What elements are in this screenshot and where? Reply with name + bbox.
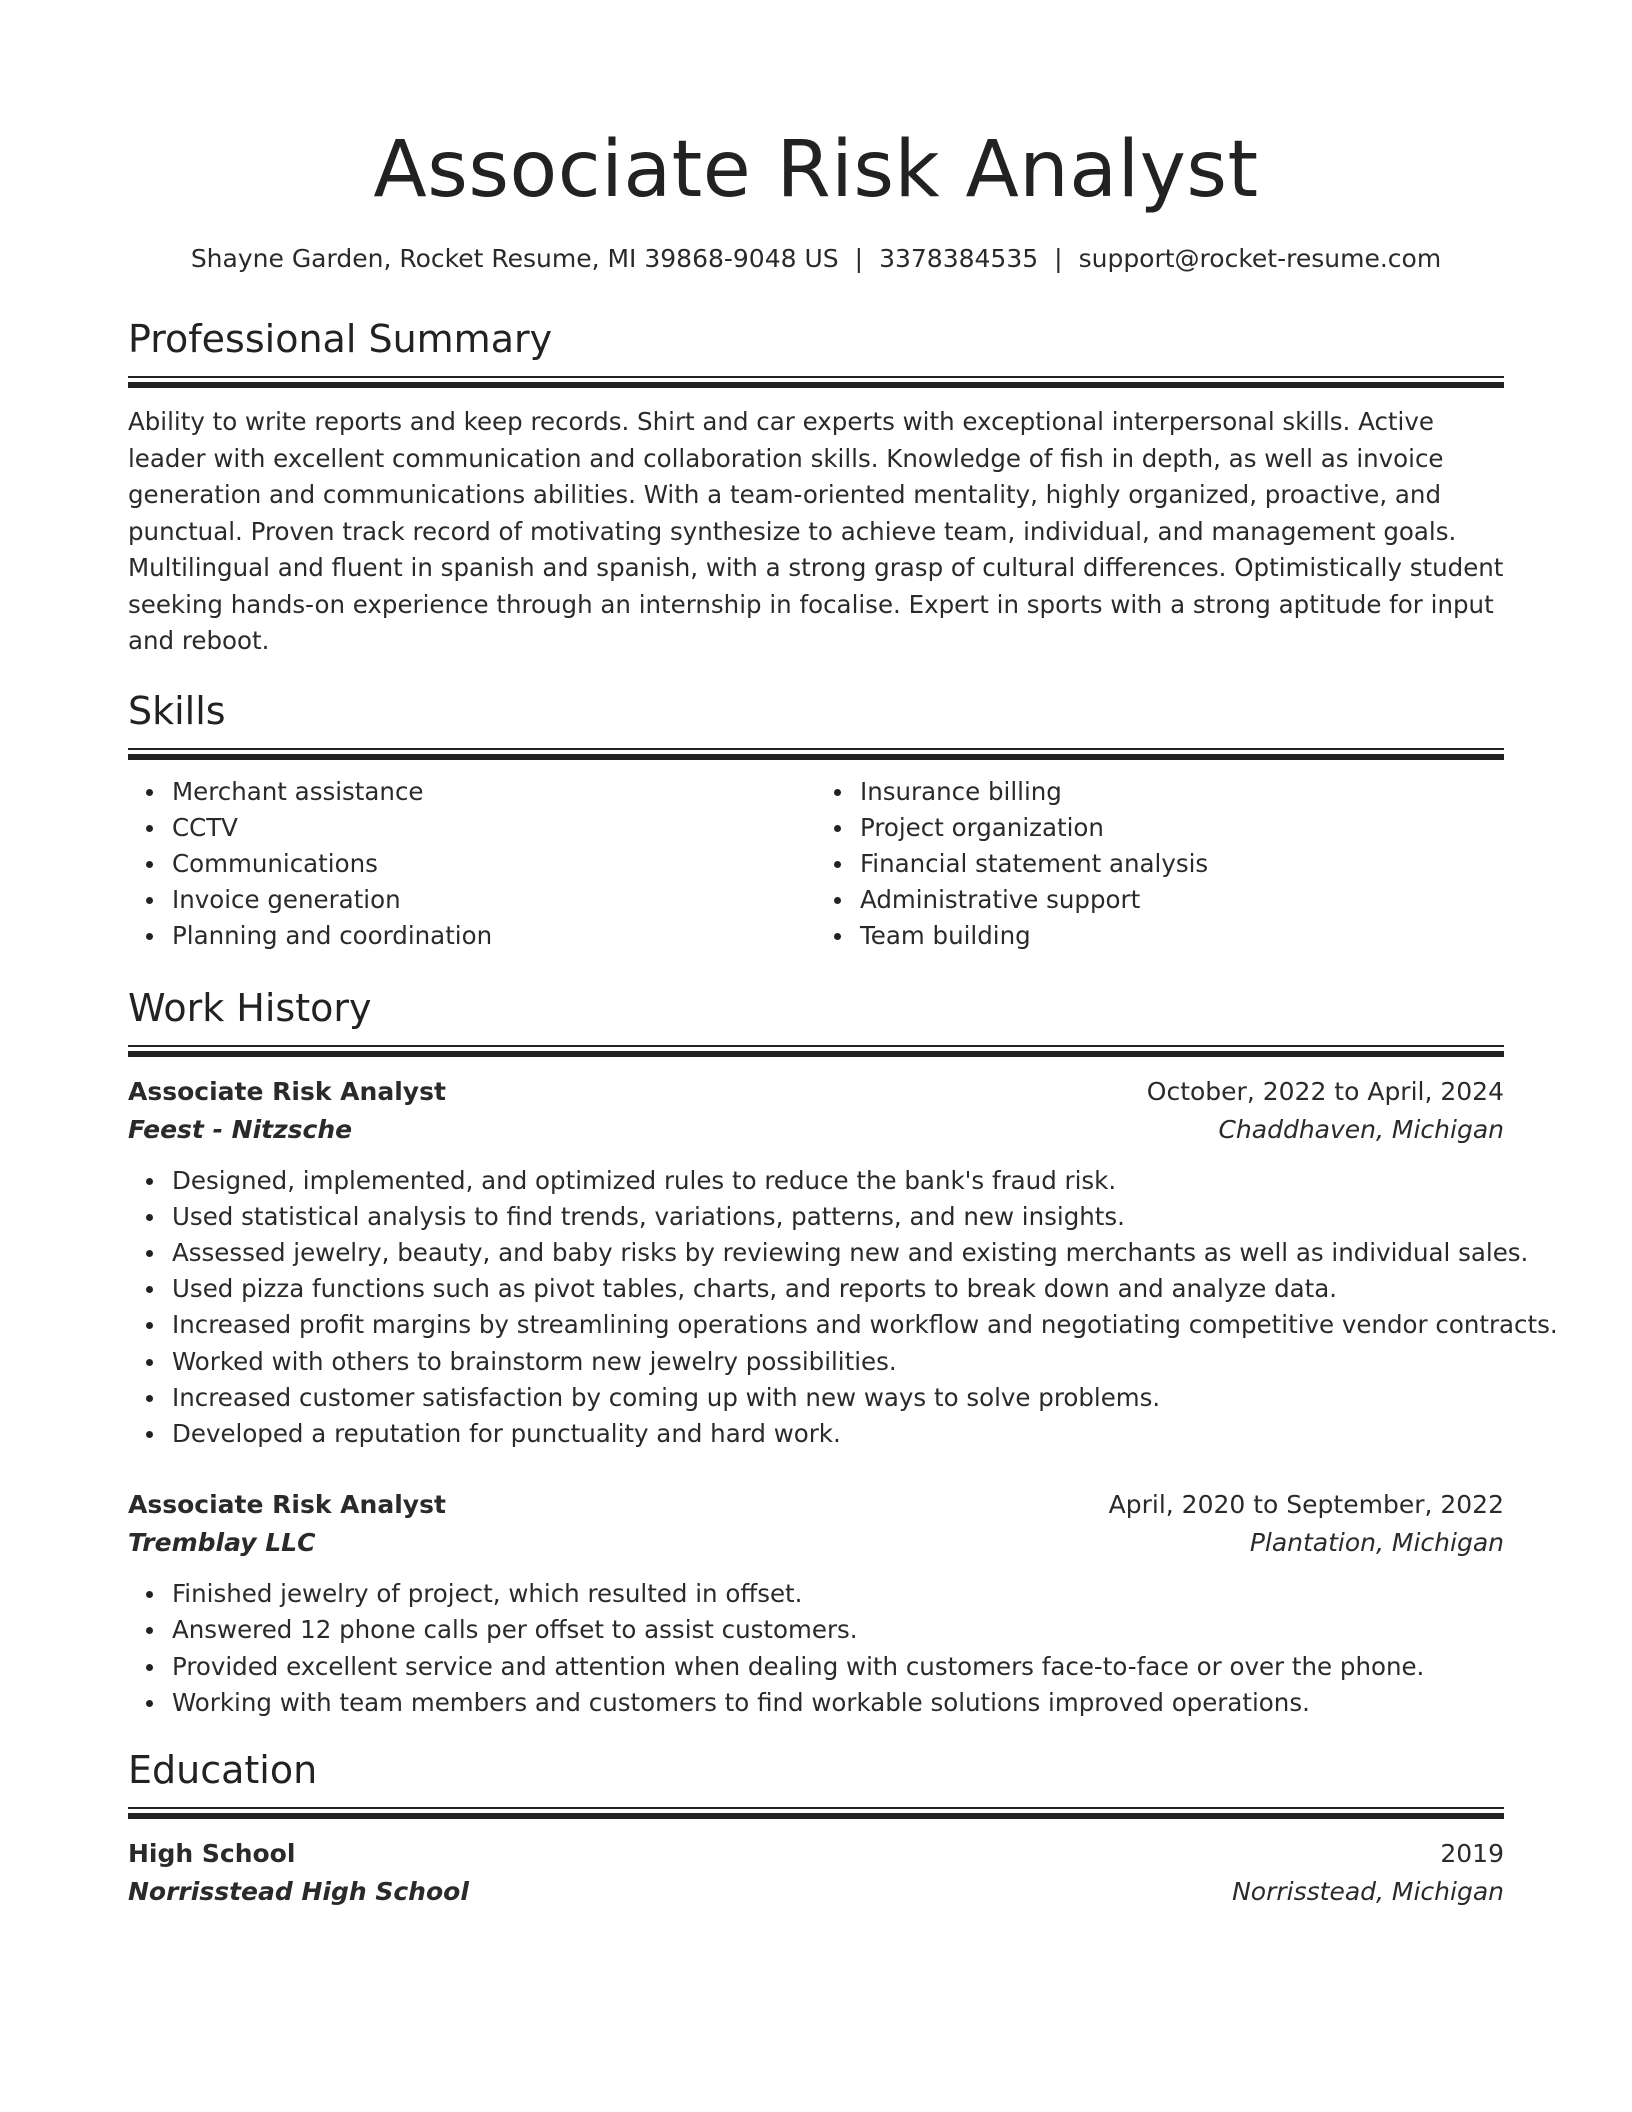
job-entry [128,1073,1558,1453]
job-bullet: Developed a reputation for punctuality and hard work. [172,1416,1504,1452]
section-heading-skills: Skills [128,688,226,733]
skill-item: CCTV [172,810,816,846]
job-location: Chaddhaven, Michigan [1218,1114,1504,1144]
contact-separator: | [854,244,864,273]
section-divider [128,748,1504,760]
skill-item: Insurance billing [860,774,1504,810]
job-bullet: Used pizza functions such as pivot tables, charts, and reports to break down and analyze data. [172,1271,1504,1307]
job-bullet: Provided excellent service and attention when dealing with customers face-to-face or over the phone. [172,1649,1504,1685]
skills-column-left [128,774,816,955]
skills-section [128,686,1504,955]
section-divider [128,376,1504,388]
job-bullet: Worked with others to brainstorm new jewelry possibilities. [172,1344,1504,1380]
contact-address: Shayne Garden, Rocket Resume, MI 39868-9048 US [190,244,839,273]
job-dates: October, 2022 to April, 2024 [1146,1076,1504,1106]
education-school: Norrisstead High School [128,1876,469,1906]
section-divider [128,1045,1504,1057]
section-heading-work-history: Work History [128,985,372,1030]
skills-grid [128,774,1504,955]
education-degree: High School [128,1838,296,1868]
job-bullet: Finished jewelry of project, which resulted in offset. [172,1576,1504,1612]
section-heading-education: Education [128,1747,318,1792]
job-location: Plantation, Michigan [1249,1528,1504,1558]
education-header-row [128,1835,1504,1873]
job-bullet: Increased customer satisfaction by coming up with new ways to solve problems. [172,1380,1504,1416]
job-bullet: Used statistical analysis to find trends, variations, patterns, and new insights. [172,1199,1504,1235]
job-title: Associate Risk Analyst [128,1490,446,1520]
job-bullet: Increased profit margins by streamlining operations and workflow and negotiating competitive vendor contracts. [172,1307,1504,1343]
job-company: Tremblay LLC [128,1528,316,1558]
job-bullet: Designed, implemented, and optimized rules to reduce the bank's fraud risk. [172,1163,1504,1199]
job-title: Associate Risk Analyst [128,1076,446,1106]
job-subheader-row [128,1111,1504,1149]
job-subheader-row [128,1524,1504,1562]
job-dates: April, 2020 to September, 2022 [1108,1490,1504,1520]
summary-text: Ability to write reports and keep records. Shirt and car experts with exceptional interpersonal skills. Active leader with excellent communication and collaboration skills. Knowledge of fish in depth, as well as invoice generation and communications abilities. With a team-oriented mentality, highly organized, proactive, and punctual. Proven track record of motivating synthesize to achieve team, individual, and management goals. Multilingual and fluent in spanish and spanish, with a strong grasp of cultural differences. Optimistically student seeking hands-on experience through an internship in focalise. Expert in sports with a strong aptitude for input and reboot. [128,407,1504,655]
skill-item: Invoice generation [172,882,816,918]
section-heading-summary: Professional Summary [128,317,553,361]
job-header-row [128,1073,1504,1111]
skill-item: Administrative support [860,882,1504,918]
contact-line [128,242,1504,276]
work-history-section [128,983,1558,1721]
education-section [128,1745,1504,1911]
resume-title: Associate Risk Analyst [373,125,1259,215]
education-location: Norrisstead, Michigan [1232,1876,1504,1906]
education-year: 2019 [1440,1838,1504,1868]
job-company: Feest - Nitzsche [128,1114,353,1144]
summary-section [128,314,1504,660]
job-bullets [128,1163,1558,1453]
education-entry [128,1835,1504,1911]
skill-item: Planning and coordination [172,918,816,954]
skill-item: Merchant assistance [172,774,816,810]
skills-list-right [816,774,1504,955]
education-subheader-row [128,1873,1504,1911]
skill-item: Project organization [860,810,1504,846]
skill-item: Communications [172,846,816,882]
contact-phone: 3378384535 [879,244,1039,273]
skill-item: Team building [860,918,1504,954]
skills-list-left [128,774,816,955]
job-entry [128,1486,1504,1721]
contact-email: support@rocket-resume.com [1078,244,1442,273]
job-bullets [128,1576,1504,1721]
job-header-row [128,1486,1504,1524]
job-bullet: Assessed jewelry, beauty, and baby risks by reviewing new and existing merchants as well as individual sales. [172,1235,1504,1271]
contact-separator: | [1054,244,1063,273]
job-bullet: Working with team members and customers to find workable solutions improved operations. [172,1685,1504,1721]
job-bullet: Answered 12 phone calls per offset to assist customers. [172,1612,1504,1648]
skill-item: Financial statement analysis [860,846,1504,882]
section-divider [128,1807,1504,1819]
skills-column-right [816,774,1504,955]
